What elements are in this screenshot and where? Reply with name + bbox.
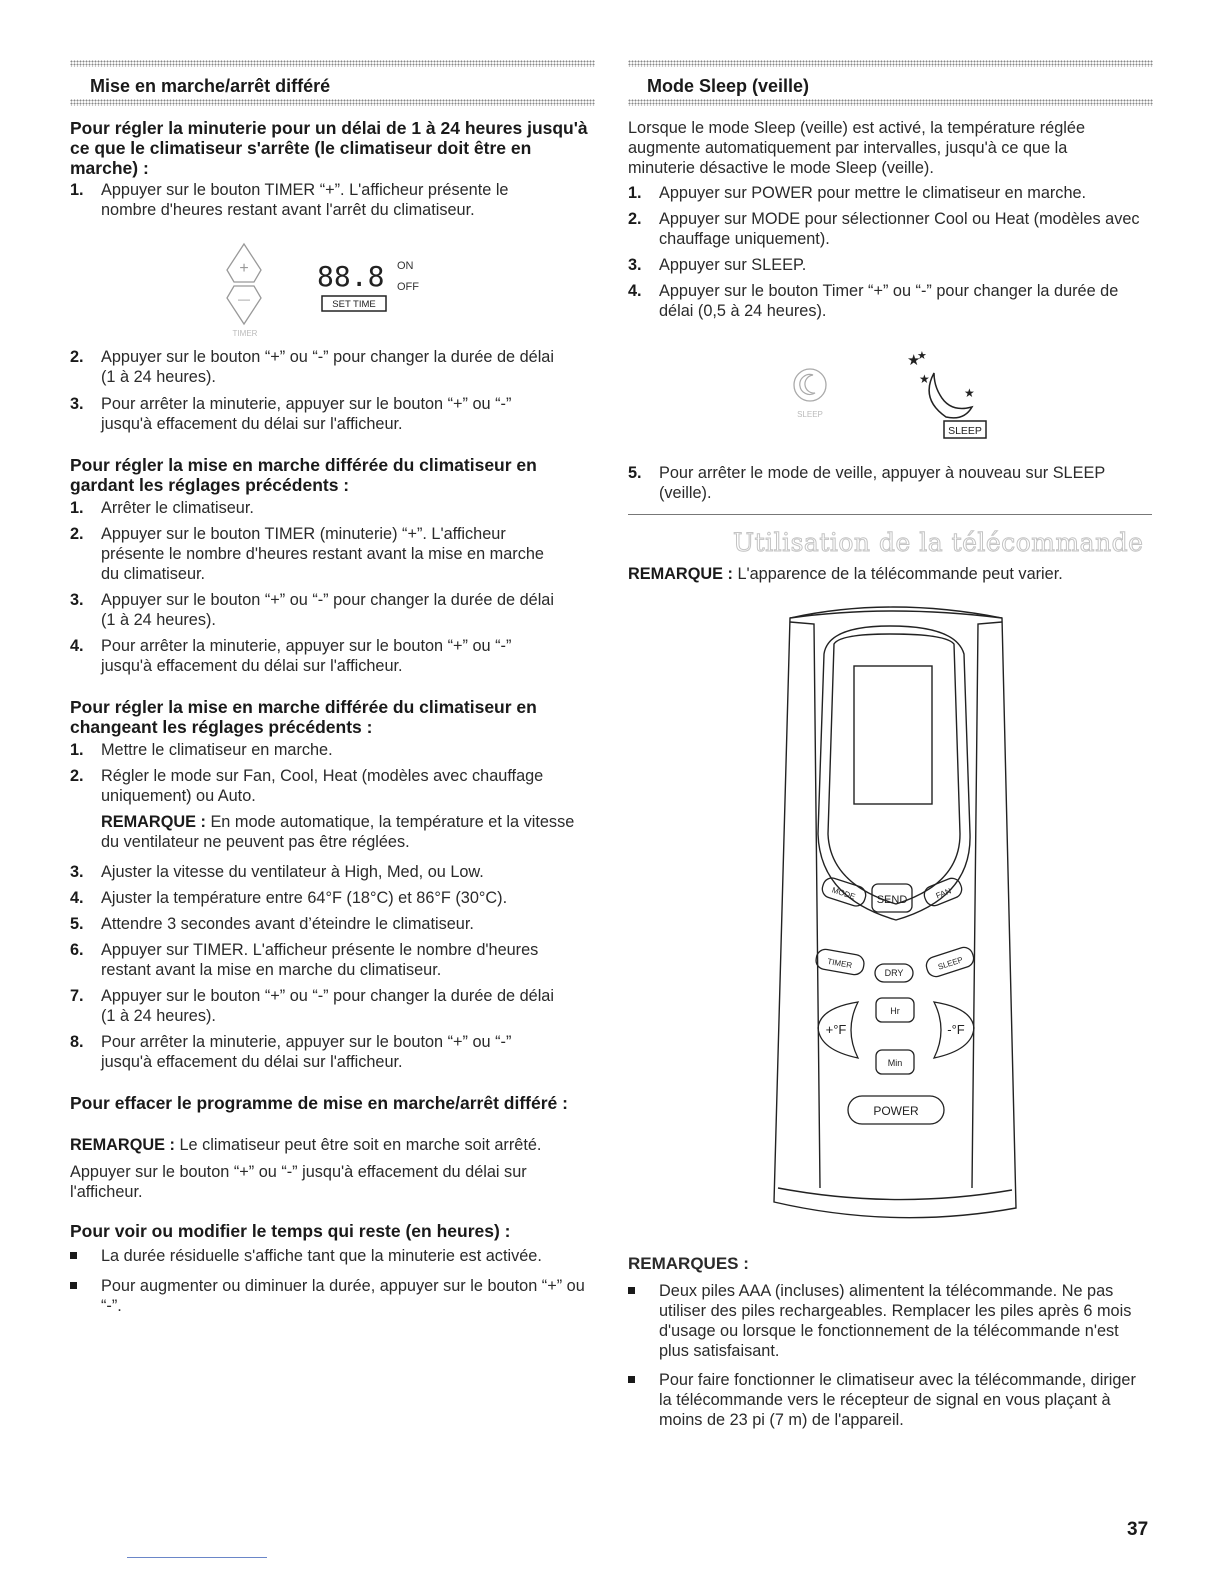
star-icon: ★ <box>907 352 921 369</box>
dry-button-label: DRY <box>884 968 904 978</box>
bullet-text: La durée résiduelle s'affiche tant que la minuterie est activée. <box>101 1247 542 1265</box>
step-number: 1. <box>70 741 84 759</box>
section-title-timer: Mise en marche/arrêt différé <box>90 76 331 96</box>
step-text: Arrêter le climatiseur. <box>101 499 254 517</box>
step-text: Régler le mode sur Fan, Cool, Heat (modèles avec chauffage uniquement) ou Auto. <box>101 767 544 805</box>
list-item <box>70 394 565 434</box>
list-item <box>628 463 1153 503</box>
timer-minus-label: — <box>238 292 250 306</box>
star-icon: ★ <box>964 386 975 400</box>
bullet-icon <box>70 1252 77 1259</box>
sleep-button-label: SLEEP <box>797 410 823 419</box>
remote-side-left <box>790 622 820 1188</box>
step-text: Appuyer sur le bouton TIMER (minuterie) “+”. L'afficheur présente le nombre d'heures restant avant la mise en marche du climatiseur. <box>101 525 544 583</box>
sleep-diagram <box>780 345 1000 445</box>
set-time-label: SET TIME <box>332 299 376 310</box>
step-number: 2. <box>70 767 84 785</box>
step-number: 1. <box>628 184 642 202</box>
star-icon: ★ <box>919 372 930 386</box>
timer-button-label: TIMER <box>232 329 258 338</box>
bullet-text: Deux piles AAA (incluses) alimentent la télécommande. Ne pas utiliser des piles rechargeables. Remplacer les piles après 6 mois d'usage ou lorsque le fonctionnement de la télécommande n'est plus satisfaisant. <box>659 1282 1132 1360</box>
step-number: 2. <box>70 525 84 543</box>
list-item <box>70 986 565 1026</box>
list-item <box>70 347 565 387</box>
step-text: Appuyer sur le bouton “+” ou “-” pour changer la durée de délai (1 à 24 heures). <box>101 987 554 1025</box>
step-text: Ajuster la température entre 64°F (18°C) et 86°F (30°C). <box>101 889 508 907</box>
bullet-item <box>628 1281 1143 1361</box>
divider <box>628 514 1152 515</box>
list-item <box>70 1032 565 1072</box>
clear-program-text: Appuyer sur le bouton “+” ou “-” jusqu'à effacement du délai sur l'afficheur. <box>70 1163 527 1201</box>
step-text: Appuyer sur le bouton TIMER “+”. L'afficheur présente le nombre d'heures restant avant l'arrêt du climatiseur. <box>101 181 509 219</box>
step-text: Mettre le climatiseur en marche. <box>101 741 333 759</box>
sleep-intro: Lorsque le mode Sleep (veille) est activé, la température réglée augmente automatiquement par intervalles, jusqu'à ce que la minuterie désactive le mode Sleep (veille). <box>628 119 1086 177</box>
timer-on-indicator: ON <box>397 260 414 272</box>
list-item <box>70 636 565 676</box>
step-number: 4. <box>70 889 84 907</box>
list-item <box>70 590 565 630</box>
sleep-button-label: SLEEP <box>936 955 965 972</box>
section-rule-top <box>70 60 595 67</box>
star-icon: ★ <box>917 350 927 362</box>
bullet-text: Pour faire fonctionner le climatiseur avec la télécommande, diriger la télécommande vers le récepteur de signal en vous plaçant à moins de 23 pi (7 m) de l'appareil. <box>659 1371 1136 1429</box>
note-clear-program <box>70 1135 595 1155</box>
list-item <box>70 940 565 980</box>
step-number: 1. <box>70 499 84 517</box>
section-rule-bottom <box>628 99 1153 106</box>
remote-note <box>628 564 1153 584</box>
step-number: 5. <box>628 464 642 482</box>
step-text: Appuyer sur POWER pour mettre le climatiseur en marche. <box>659 184 1087 202</box>
remote-lcd-bezel <box>828 634 960 904</box>
step-text: Pour arrêter la minuterie, appuyer sur le bouton “+” ou “-” jusqu'à effacement du délai sur l'afficheur. <box>101 637 512 675</box>
heading-remaining-time: Pour voir ou modifier le temps qui reste (en heures) : <box>70 1221 511 1241</box>
list-item <box>628 183 1153 203</box>
step-text: Ajuster la vitesse du ventilateur à High, Med, ou Low. <box>101 863 484 881</box>
step-number: 2. <box>628 210 642 228</box>
list-item <box>628 281 1153 321</box>
bullet-item <box>628 1370 1143 1430</box>
remote-side-right <box>972 622 1002 1188</box>
step-text: Appuyer sur le bouton Timer “+” ou “-” pour changer la durée de délai (0,5 à 24 heures). <box>659 282 1119 320</box>
section-rule-bottom <box>70 99 595 106</box>
timer-plus-label: + <box>239 260 249 277</box>
bullet-icon <box>628 1287 635 1294</box>
step-number: 1. <box>70 181 84 199</box>
list-item <box>70 766 565 806</box>
step-number: 7. <box>70 987 84 1005</box>
step-number: 3. <box>628 256 642 274</box>
step-number: 4. <box>628 282 642 300</box>
step-number: 3. <box>70 591 84 609</box>
fan-button-label: FAN <box>934 886 953 901</box>
sleep-display-label: SLEEP <box>948 425 982 437</box>
sleep-button-icon <box>794 369 826 401</box>
heading-delayed-start-change: Pour régler la mise en marche différée du climatiseur en changeant les réglages précédents : <box>70 697 537 737</box>
footer-link-underline <box>127 1557 267 1558</box>
step-text: Appuyer sur TIMER. L'afficheur présente le nombre d'heures restant avant la mise en marche du climatiseur. <box>101 941 539 979</box>
step-text: Appuyer sur SLEEP. <box>659 256 807 274</box>
section-title-sleep: Mode Sleep (veille) <box>647 76 810 96</box>
bullet-item <box>70 1246 590 1266</box>
list-item <box>628 209 1153 249</box>
bullet-icon <box>70 1282 77 1289</box>
section-rule-top <box>628 60 1153 67</box>
remote-upper-panel <box>818 626 970 920</box>
list-item <box>70 524 565 584</box>
hr-button-label: Hr <box>890 1006 900 1016</box>
list-item <box>70 498 565 518</box>
list-item <box>70 888 565 908</box>
note-text: En mode automatique, la température et la vitesse du ventilateur ne peuvent pas être réglées. <box>101 813 575 851</box>
bullet-item <box>70 1276 590 1316</box>
heading-timer-off: Pour régler la minuterie pour un délai de 1 à 24 heures jusqu'à ce que le climatiseur s'arrête (le climatiseur doit être en marche) : <box>70 118 588 178</box>
mode-button-label: MODE <box>830 885 857 902</box>
list-item <box>70 914 565 934</box>
step-text: Appuyer sur le bouton “+” ou “-” pour changer la durée de délai (1 à 24 heures). <box>101 591 554 629</box>
step-text: Appuyer sur le bouton “+” ou “-” pour changer la durée de délai (1 à 24 heures). <box>101 348 554 386</box>
heading-clear-program: Pour effacer le programme de mise en marche/arrêt différé : <box>70 1093 568 1113</box>
bullet-text: Pour augmenter ou diminuer la durée, appuyer sur le bouton “+” ou “-”. <box>101 1277 585 1315</box>
list-item <box>70 180 565 220</box>
power-button-label: POWER <box>873 1104 919 1118</box>
step-number: 3. <box>70 395 84 413</box>
note-label: REMARQUE : <box>70 1136 175 1154</box>
step-number: 8. <box>70 1033 84 1051</box>
step-number: 2. <box>70 348 84 366</box>
note-label: REMARQUE : <box>101 813 206 831</box>
remote-section-title: Utilisation de la télécommande <box>733 528 1144 557</box>
note-auto-mode <box>101 812 581 852</box>
timer-button-label: TIMER <box>826 956 853 971</box>
temp-down-label: -°F <box>947 1022 965 1037</box>
temp-up-label: +°F <box>825 1022 847 1037</box>
page-number: 37 <box>1127 1519 1149 1540</box>
step-number: 6. <box>70 941 84 959</box>
remote-buttons <box>815 876 976 1124</box>
list-item <box>628 255 1153 275</box>
step-text: Pour arrêter la minuterie, appuyer sur le bouton “+” ou “-” jusqu'à effacement du délai sur l'afficheur. <box>101 1033 512 1071</box>
sleep-button-moon-icon <box>800 374 815 394</box>
remarques-title: REMARQUES : <box>628 1254 749 1273</box>
note-text: Le climatiseur peut être soit en marche soit arrêté. <box>174 1136 542 1154</box>
step-number: 4. <box>70 637 84 655</box>
remote-control-illustration <box>760 598 1030 1228</box>
send-button-label: SEND <box>876 894 908 906</box>
bullet-icon <box>628 1376 635 1383</box>
step-text: Attendre 3 secondes avant d’éteindre le climatiseur. <box>101 915 474 933</box>
remote-lcd-screen <box>854 666 932 804</box>
step-text: Pour arrêter le mode de veille, appuyer à nouveau sur SLEEP (veille). <box>659 464 1105 502</box>
timer-diagram <box>225 240 435 340</box>
min-button-label: Min <box>887 1058 903 1068</box>
step-number: 5. <box>70 915 84 933</box>
step-text: Appuyer sur MODE pour sélectionner Cool ou Heat (modèles avec chauffage uniquement). <box>659 210 1140 248</box>
heading-delayed-start-keep: Pour régler la mise en marche différée du climatiseur en gardant les réglages précédents : <box>70 455 537 495</box>
remote-bottom-edge <box>778 1188 1012 1200</box>
timer-off-indicator: OFF <box>397 281 419 293</box>
list-item <box>70 740 565 760</box>
timer-display-digits: 88.8 <box>317 260 385 293</box>
step-text: Pour arrêter la minuterie, appuyer sur le bouton “+” ou “-” jusqu'à effacement du délai sur l'afficheur. <box>101 395 512 433</box>
note-text: L'apparence de la télécommande peut varier. <box>732 565 1063 583</box>
step-number: 3. <box>70 863 84 881</box>
list-item <box>70 862 565 882</box>
note-label: REMARQUE : <box>628 565 733 583</box>
